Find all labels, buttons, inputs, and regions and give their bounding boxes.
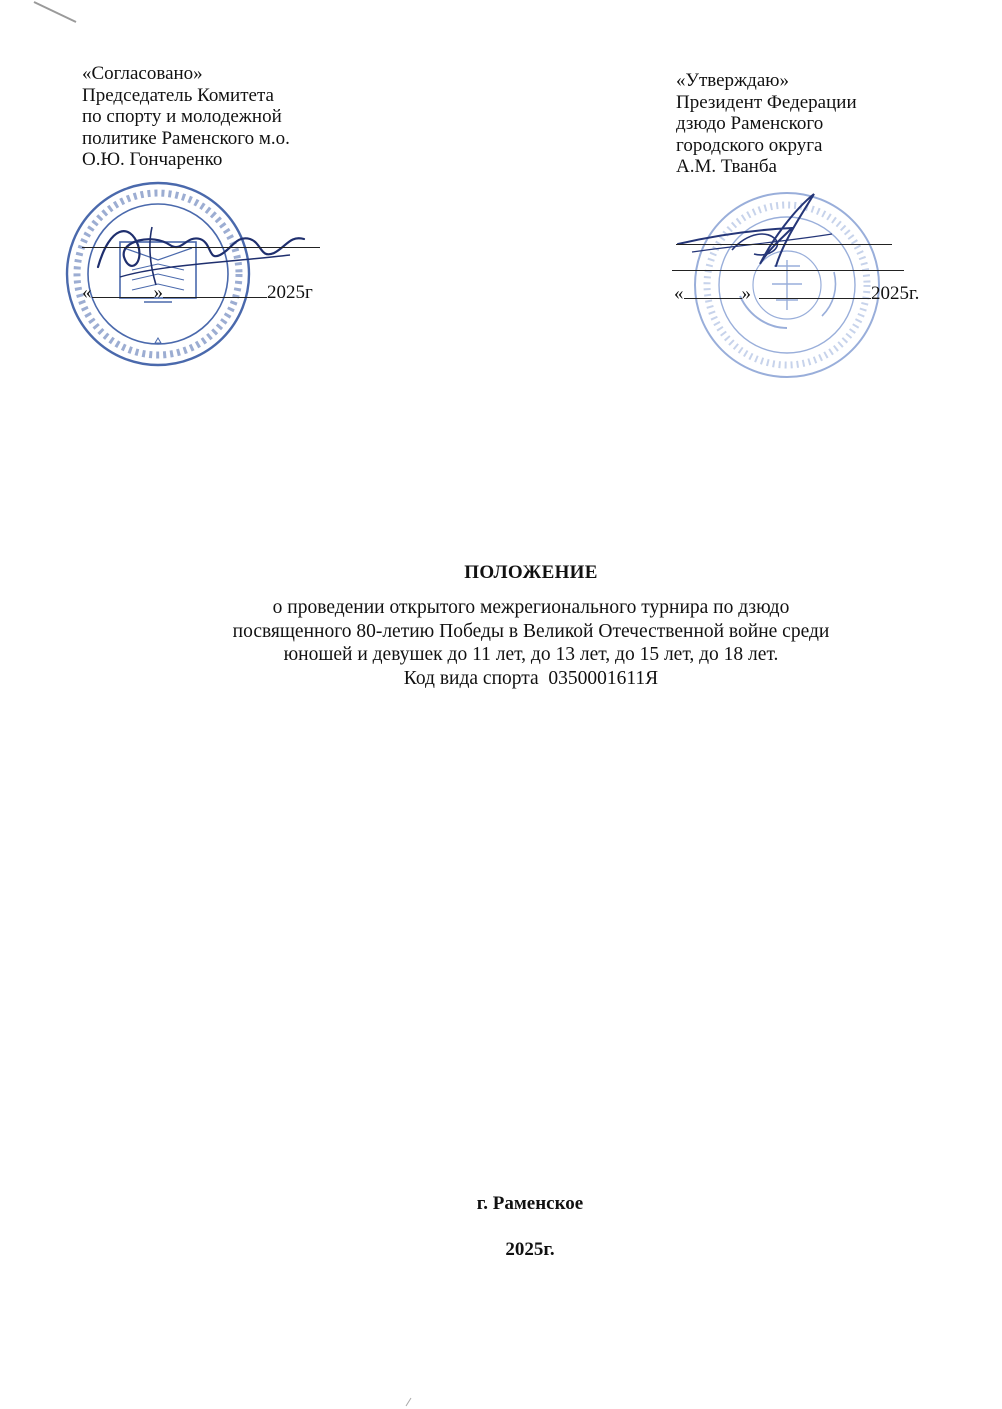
date-quote-close: » <box>741 283 751 304</box>
date-quote-close: » <box>153 282 163 303</box>
date-day-blank <box>684 280 742 299</box>
approval-left-line: по спорту и молодежной <box>82 106 282 127</box>
approval-block-right <box>676 70 956 178</box>
date-year: 2025г <box>267 282 313 303</box>
document-title-block <box>110 562 952 690</box>
approval-left-line: Председатель Комитета <box>82 84 274 106</box>
right-signature-line <box>676 244 892 245</box>
subtitle-line: посвященного 80-летию Победы в Великой Отечественной войне среди <box>232 620 830 642</box>
right-date-field <box>674 280 919 305</box>
document-subtitle <box>110 596 952 690</box>
approval-left-signatory: О.Ю. Гончаренко <box>82 149 223 170</box>
approval-left-heading: «Согласовано» <box>82 63 203 84</box>
left-date-field <box>82 279 313 304</box>
approval-right-heading: «Утверждаю» <box>676 70 789 91</box>
approval-right-signatory: А.М. Тванба <box>676 156 777 177</box>
approval-right-line: городского округа <box>676 134 823 156</box>
date-day-blank <box>92 279 154 298</box>
right-second-line <box>672 270 904 271</box>
subtitle-line: юношей и девушек до 11 лет, до 13 лет, до 15 лет, до 18 лет. <box>283 644 779 665</box>
footer-year: 2025г. <box>505 1239 555 1260</box>
left-signature-line <box>82 247 320 248</box>
approval-left-line: политике Раменского м.о. <box>82 127 290 149</box>
approval-right-line: Президент Федерации <box>676 91 857 113</box>
date-quote-open: « <box>674 283 684 304</box>
date-month-blank <box>759 280 871 299</box>
date-quote-open: « <box>82 282 92 303</box>
subtitle-line: о проведении открытого межрегионального турнира по дзюдо <box>272 597 790 618</box>
footer-city: г. Раменское <box>476 1193 584 1214</box>
document-title: ПОЛОЖЕНИЕ <box>464 562 598 583</box>
sport-code-line: Код вида спорта 0350001611Я <box>403 667 659 689</box>
approval-right-line: дзюдо Раменского <box>676 113 824 134</box>
right-signature <box>672 180 842 290</box>
scan-speck <box>404 1396 414 1408</box>
approval-block-left <box>82 63 342 171</box>
scan-edge-mark <box>30 0 90 30</box>
date-year: 2025г. <box>871 283 920 304</box>
date-month-blank <box>163 279 267 298</box>
